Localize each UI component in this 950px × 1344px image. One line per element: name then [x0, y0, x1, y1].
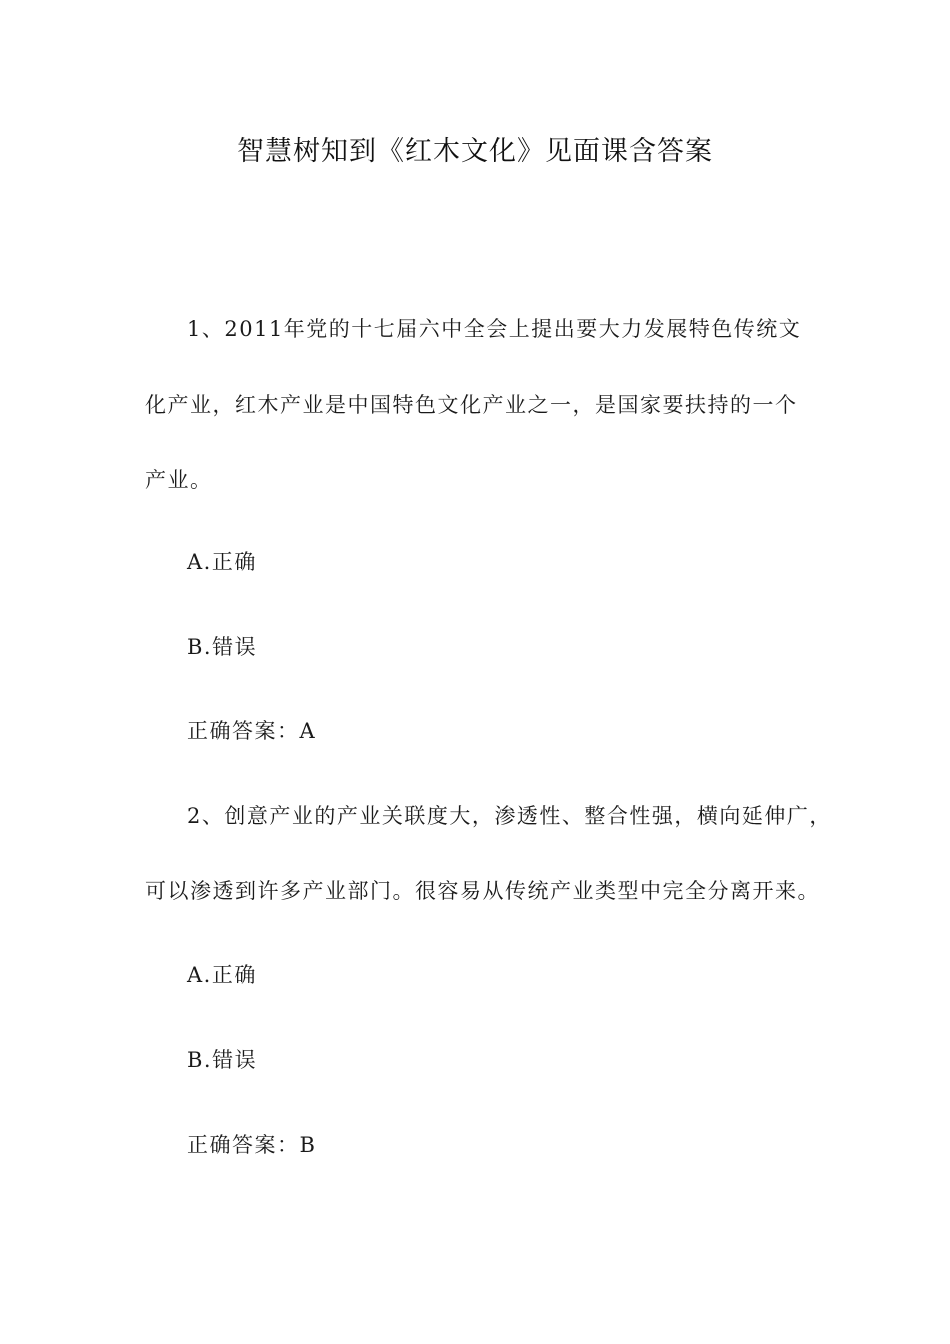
question-2-answer: 正确答案：B [187, 1133, 317, 1157]
question-2-stem-line-2: 可以渗透到许多产业部门。很容易从传统产业类型中完全分离开来。 [145, 879, 820, 903]
question-2-option-b: B.错误 [187, 1048, 258, 1072]
question-1-option-a: A.正确 [187, 550, 257, 574]
question-1-answer: 正确答案：A [187, 719, 317, 743]
question-1-stem-line-1: 1、2011年党的十七届六中全会上提出要大力发展特色传统文 [187, 317, 802, 341]
question-1-stem-line-2: 化产业，红木产业是中国特色文化产业之一，是国家要扶持的一个 [145, 393, 798, 417]
question-2-stem-line-1: 2、创意产业的产业关联度大，渗透性、整合性强，横向延伸广， [187, 804, 832, 828]
question-1-option-b: B.错误 [187, 635, 258, 659]
question-2-option-a: A.正确 [187, 963, 257, 987]
question-1-stem-line-3: 产业。 [145, 468, 213, 492]
document-title: 智慧树知到《红木文化》见面课含答案 [237, 136, 713, 167]
